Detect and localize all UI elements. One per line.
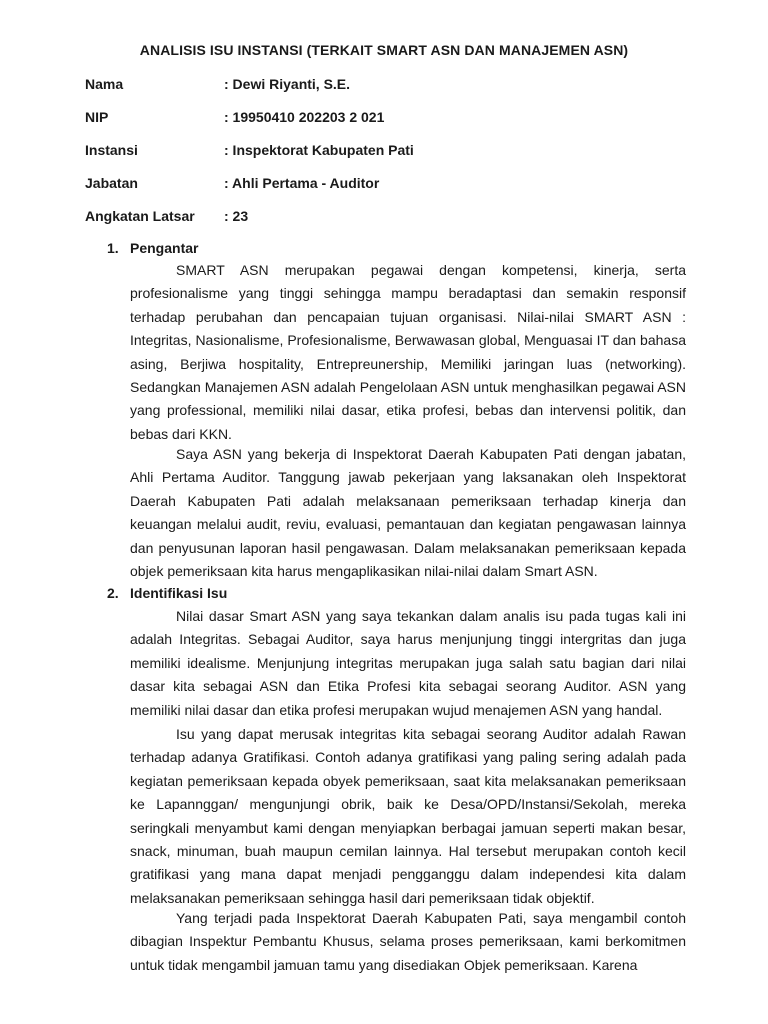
section-number: 1. bbox=[107, 240, 119, 256]
paragraph: Yang terjadi pada Inspektorat Daerah Kabupaten Pati, saya mengambil contoh dibagian Inspektur Pembantu Khusus, selama proses pemeriksaan, kami berkomitmen untuk tidak mengambil jamuan tamu yang disediakan Objek pemeriksaan. Karena bbox=[130, 910, 686, 973]
identity-value: : Inspektorat Kabupaten Pati bbox=[224, 142, 414, 158]
paragraph: Nilai dasar Smart ASN yang saya tekankan dalam analis isu pada tugas kali ini adalah Integritas. Sebagai Auditor, saya harus menjunjung tinggi intergritas dan juga memiliki idealisme. Menjunjung integritas merupakan juga salah satu bagian dari nilai dasar kita sebagai ASN dan Etika Profesi kita sebagai seorang Auditor. ASN yang memiliki nilai dasar dan etika profesi merupakan wujud menajemen ASN yang handal. bbox=[130, 608, 686, 718]
identity-value: : Ahli Pertama - Auditor bbox=[224, 175, 380, 191]
paragraph: Saya ASN yang bekerja di Inspektorat Daerah Kabupaten Pati dengan jabatan, Ahli Pertama Auditor. Tanggung jawab pekerjaan yang laksanakan oleh Inspektorat Daerah Kabupaten Pati adalah melaksanaan pemeriksaan terhadap kinerja dan keuangan melalui audit, reviu, evaluasi, pemantauan dan kegiatan pengawasan lainnya dan penyusunan laporan hasil pengawasan. Dalam melaksanakan pemeriksaan kepada objek pemeriksaan kita harus mengaplikasikan nilai-nilai dalam Smart ASN. bbox=[130, 446, 686, 580]
paragraph: Isu yang dapat merusak integritas kita sebagai seorang Auditor adalah Rawan terhadap adanya Gratifikasi. Contoh adanya gratifikasi yang paling sering adalah pada kegiatan pemeriksaan kepada obyek pemeriksaan, saat kita melaksanakan pemeriksaan ke Lapannggan/ mengunjungi obrik, baik ke Desa/OPD/Instansi/Sekolah, mereka seringkali menyambut kami dengan menyiapkan berbagai jamuan seperti makan besar, snack, minuman, buah maupun cemilan lainnya. Hal tersebut merupakan contoh kecil gratifikasi yang mana dapat menjadi pengganggu dalam independesi kita dalam melaksanakan pemeriksaan sehingga hasil dari pemeriksaan tidak objektif. bbox=[130, 726, 686, 906]
identity-label: Jabatan bbox=[85, 175, 138, 191]
identity-row-jabatan bbox=[85, 173, 379, 193]
identity-value: : 23 bbox=[224, 208, 249, 224]
identity-row-instansi bbox=[85, 140, 414, 160]
identity-value: : 19950410 202203 2 021 bbox=[224, 109, 385, 125]
identity-row-nip bbox=[85, 107, 384, 127]
section-title: Pengantar bbox=[130, 240, 199, 256]
identity-label: NIP bbox=[85, 109, 109, 125]
paragraph: SMART ASN merupakan pegawai dengan kompetensi, kinerja, serta profesionalisme yang tinggi sehingga mampu beradaptasi dan semakin responsif terhadap perubahan dan pencapaian tujuan organisasi. Nilai-nilai SMART ASN : Integritas, Nasionalisme, Profesionalisme, Berwawasan global, Menguasai IT dan bahasa asing, Berjiwa hospitality, Entrepreunership, Memiliki jaringan luas (networking). Sedangkan Manajemen ASN adalah Pengelolaan ASN untuk menghasilkan pegawai ASN yang professional, memiliki nilai dasar, etika profesi, bebas dan intervensi politik, dan bebas dari KKN. bbox=[130, 262, 686, 442]
section-number: 2. bbox=[107, 585, 119, 601]
identity-value: : Dewi Riyanti, S.E. bbox=[224, 76, 351, 92]
section-heading-pengantar bbox=[107, 238, 198, 258]
section-heading-identifikasi-isu bbox=[107, 583, 227, 603]
identity-row-nama bbox=[85, 74, 350, 94]
identity-label: Instansi bbox=[85, 142, 138, 158]
identity-label: Angkatan Latsar bbox=[85, 208, 195, 224]
identity-row-angkatan bbox=[85, 206, 248, 226]
section-title: Identifikasi Isu bbox=[130, 585, 228, 601]
document-title: ANALISIS ISU INSTANSI (TERKAIT SMART ASN DAN MANAJEMEN ASN) bbox=[139, 42, 629, 58]
identity-label: Nama bbox=[85, 76, 124, 92]
